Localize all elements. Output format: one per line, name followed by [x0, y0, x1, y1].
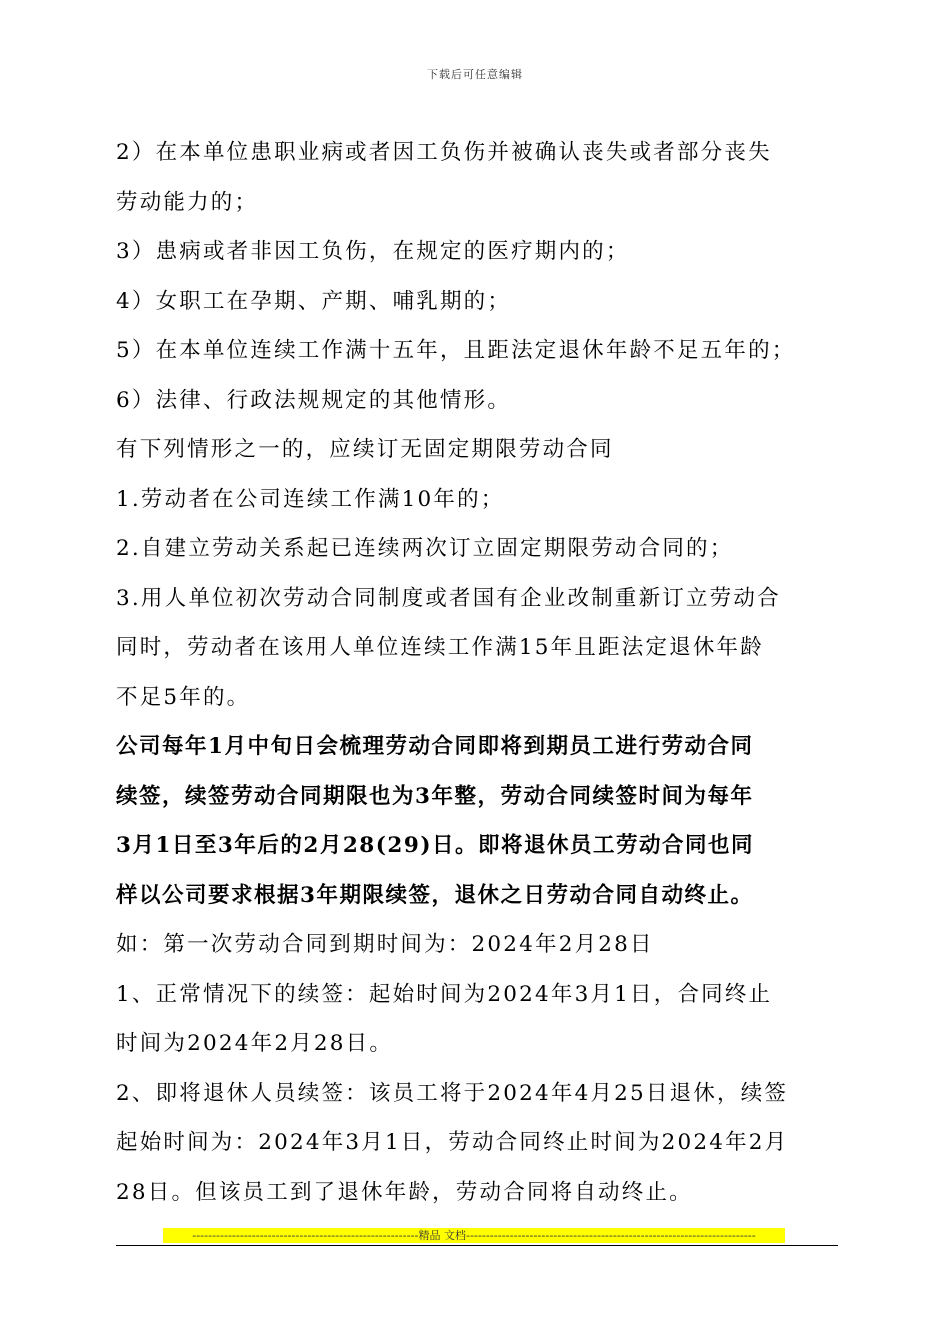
footer-dashes-left: --------------------------------------------------------- — [192, 1229, 419, 1242]
bold-paragraph-line: 3月1日至3年后的2月28(29)日。即将退休员工劳动合同也同 — [116, 833, 755, 858]
section-heading: 有下列情形之一的，应续订无固定期限劳动合同 — [116, 437, 614, 462]
text-line: 1.劳动者在公司连续工作满10年的； — [116, 486, 505, 512]
text-line: 5）在本单位连续工作满十五年，且距法定退休年龄不足五年的； — [116, 338, 796, 363]
text-line: 1、正常情况下的续签：起始时间为2024年3月1日，合同终止 — [116, 981, 773, 1007]
bold-paragraph-line: 样以公司要求根据3年期限续签，退休之日劳动合同自动终止。 — [116, 882, 754, 908]
footer-label: 精品 文档 — [418, 1229, 466, 1242]
text-line: 如：第一次劳动合同到期时间为：2024年2月28日 — [116, 932, 654, 957]
document-body — [116, 128, 838, 1217]
text-line: 3）患病或者非因工负伤，在规定的医疗期内的； — [116, 239, 630, 264]
text-line: 28日。但该员工到了退休年龄，劳动合同将自动终止。 — [116, 1179, 693, 1205]
text-line: 6）法律、行政法规规定的其他情形。 — [116, 387, 512, 413]
footer-dashes-right: ------------------------------------------------------------------------- — [465, 1229, 756, 1242]
text-line: 起始时间为：2024年3月1日，劳动合同终止时间为2024年2月 — [116, 1130, 789, 1155]
bold-paragraph-line: 续签，续签劳动合同期限也为3年整，劳动合同续签时间为每年 — [116, 783, 754, 809]
bold-paragraph-line: 公司每年1月中旬日会梳理劳动合同即将到期员工进行劳动合同 — [116, 734, 754, 759]
text-line: 不足5年的。 — [116, 684, 251, 710]
text-line: 时间为2024年2月28日。 — [116, 1031, 394, 1056]
page-header-note: 下载后可任意编辑 — [427, 68, 523, 81]
text-line: 劳动能力的； — [116, 189, 259, 215]
text-line: 2）在本单位患职业病或者因工负伤并被确认丧失或者部分丧失 — [116, 140, 772, 165]
footer-divider — [116, 1245, 838, 1246]
text-line: 3.用人单位初次劳动合同制度或者国有企业改制重新订立劳动合 — [116, 585, 781, 611]
text-line: 4）女职工在孕期、产期、哺乳期的； — [116, 288, 512, 314]
footer-highlight-band — [163, 1228, 785, 1243]
text-line: 2.自建立劳动关系起已连续两次订立固定期限劳动合同的； — [116, 536, 734, 561]
text-line: 2、即将退休人员续签：该员工将于2024年4月25日退休，续签 — [116, 1080, 789, 1106]
text-line: 同时，劳动者在该用人单位连续工作满15年且距法定退休年龄 — [116, 635, 764, 660]
